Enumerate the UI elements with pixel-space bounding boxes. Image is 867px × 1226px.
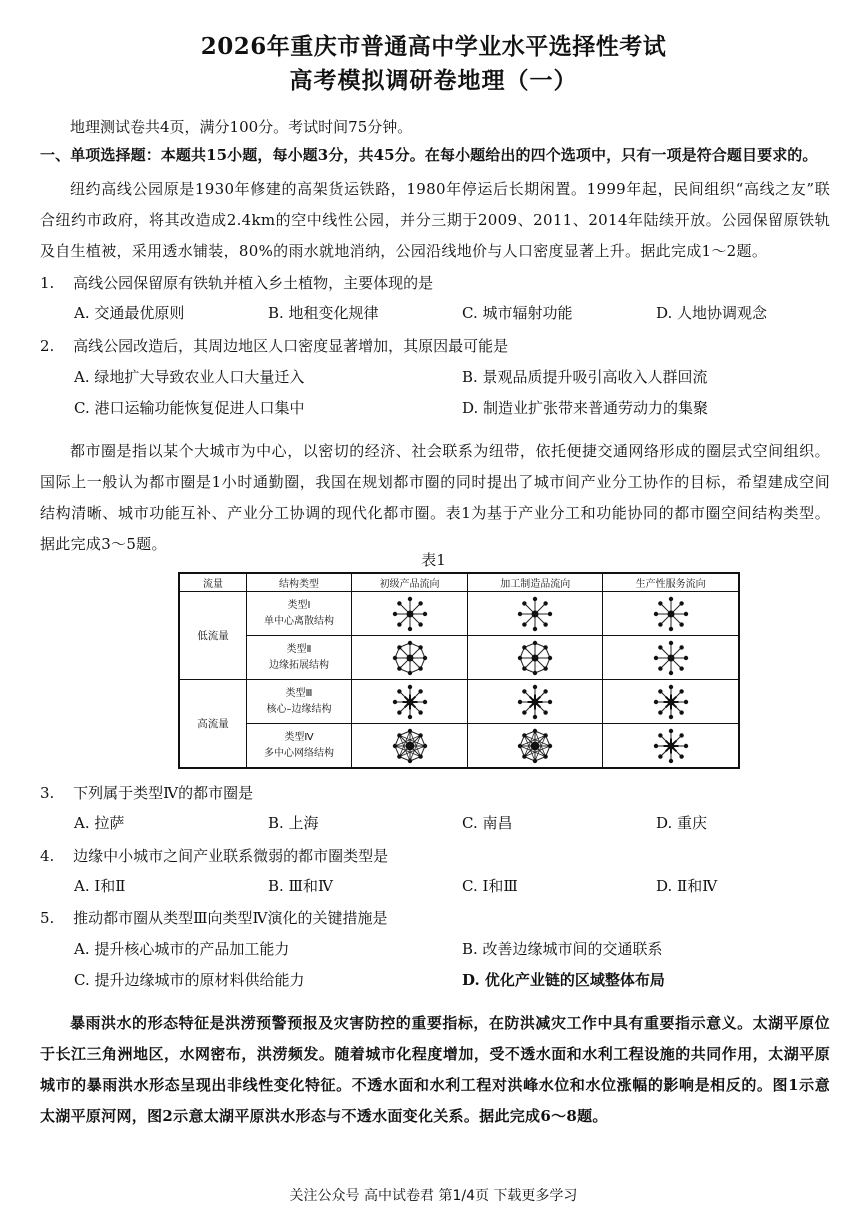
option-3d[interactable]: D. 重庆 — [656, 814, 708, 832]
exam-intro: 地理测试卷共4页，满分100分。考试时间75分钟。 — [70, 118, 413, 136]
type-desc: 单中心离散结构 — [264, 615, 334, 627]
passage-metropolitan: 都市圈是指以某个大城市为中心，以密切的经济、社会联系为纽带，依托便捷交通网络形成的圈层式空间组织。国际上一般认为都市圈是1小时通勤圈，我国在规划都市圈的同时提出了城市间产业分工协作的目标，希望建成空间结构清晰、城市功能互补、产业分工协调的现代化都市圈。表1为基于产业分工和功能协同的都市圈空间结构类型。据此完成3～5题。 — [40, 442, 830, 553]
flow-high: 高流量 — [179, 680, 247, 769]
question-number: 3. — [40, 784, 55, 802]
question-number: 5. — [40, 909, 55, 927]
header-structure: 结构类型 — [247, 573, 352, 592]
question-stem: 高线公园保留原有铁轨并植入乡土植物，主要体现的是 — [73, 274, 434, 292]
passage-flood: 暴雨洪水的形态特征是洪涝预警预报及灾害防控的重要指标，在防洪减灾工作中具有重要指示意义。太湖平原位于长江三角洲地区，水网密布，洪涝频发。随着城市化程度增加，受不透水面和水利工程设施的共同作用，太湖平原城市的暴雨洪水形态呈现出非线性变化特征。不透水面和水利工程对洪峰水位和水位涨幅的影响是相反的。图1示意太湖平原河网，图2示意太湖平原洪水形态与不透水面变化关系。据此完成6～8题。 — [40, 1014, 830, 1125]
option-1b[interactable]: B. 地租变化规律 — [268, 304, 379, 322]
option-4a[interactable]: A. Ⅰ和Ⅱ — [74, 877, 126, 895]
table-header-row — [179, 573, 739, 592]
option-2d[interactable]: D. 制造业扩张带来普通劳动力的集聚 — [462, 399, 709, 417]
type-label: 类型Ⅰ — [287, 599, 311, 611]
passage-highline: 纽约高线公园原是1930年修建的高架货运铁路，1980年停运后长期闲置。1999年起，民间组织“高线之友”联合纽约市政府，将其改造成2.4km的空中线性公园，并分三期于2009、2011、2014年陆续开放。公园保留原铁轨及自生植被，采用透水铺装，80%的雨水就地消纳，公园沿线地价与人口密度显著上升。据此完成1～2题。 — [40, 180, 830, 260]
structure-type-4 — [247, 724, 352, 769]
network-diagram-3-primary — [385, 682, 435, 722]
option-5a[interactable]: A. 提升核心城市的产品加工能力 — [74, 940, 290, 958]
question-3 — [40, 783, 253, 803]
structure-type-3 — [247, 680, 352, 724]
metro-structure-table — [178, 572, 740, 769]
network-diagram-4-manufactured — [510, 726, 560, 766]
question-stem: 推动都市圈从类型Ⅲ向类型Ⅳ演化的关键措施是 — [73, 909, 388, 927]
option-2b[interactable]: B. 景观品质提升吸引高收入人群回流 — [462, 368, 708, 386]
table-row — [179, 724, 739, 769]
header-primary: 初级产品流向 — [352, 573, 468, 592]
question-stem: 高线公园改造后，其周边地区人口密度显著增加，其原因最可能是 — [73, 337, 509, 355]
question-stem: 边缘中小城市之间产业联系微弱的都市圈类型是 — [73, 847, 389, 865]
flow-low: 低流量 — [179, 592, 247, 680]
network-diagram-1-primary — [385, 594, 435, 634]
question-number: 2. — [40, 337, 55, 355]
network-diagram-4-primary — [385, 726, 435, 766]
header-manufactured: 加工制造品流向 — [468, 573, 603, 592]
table-row — [179, 592, 739, 636]
network-diagram-1-manufactured — [510, 594, 560, 634]
network-diagram-1-service — [646, 594, 696, 634]
option-5d[interactable]: D. 优化产业链的区域整体布局 — [462, 971, 665, 989]
section-heading: 一、单项选择题：本题共15小题，每小题3分，共45分。在每小题给出的四个选项中，只有一项是符合题目要求的。 — [40, 146, 818, 164]
table-caption: 表1 — [421, 551, 446, 569]
question-2 — [40, 336, 508, 356]
option-1a[interactable]: A. 交通最优原则 — [74, 304, 185, 322]
network-diagram-4-service — [646, 726, 696, 766]
question-number: 1. — [40, 274, 55, 292]
table-row — [179, 680, 739, 724]
option-3a[interactable]: A. 拉萨 — [74, 814, 125, 832]
header-flow: 流量 — [179, 573, 247, 592]
type-label: 类型Ⅲ — [285, 687, 313, 699]
structure-type-2 — [247, 636, 352, 680]
option-1d[interactable]: D. 人地协调观念 — [656, 304, 768, 322]
type-label: 类型Ⅱ — [286, 643, 312, 655]
question-4 — [40, 846, 388, 866]
exam-subtitle: 高考模拟调研卷地理（一） — [289, 67, 578, 94]
question-5 — [40, 908, 388, 928]
table-row — [179, 636, 739, 680]
option-2a[interactable]: A. 绿地扩大导致农业人口大量迁入 — [74, 368, 305, 386]
network-diagram-2-manufactured — [510, 638, 560, 678]
question-1 — [40, 273, 433, 293]
option-4d[interactable]: D. Ⅱ和Ⅳ — [656, 877, 718, 895]
type-desc: 核心–边缘结构 — [266, 703, 332, 715]
option-3b[interactable]: B. 上海 — [268, 814, 319, 832]
option-5b[interactable]: B. 改善边缘城市间的交通联系 — [462, 940, 663, 958]
type-desc: 多中心网络结构 — [264, 747, 334, 759]
question-number: 4. — [40, 847, 55, 865]
structure-type-1 — [247, 592, 352, 636]
type-label: 类型Ⅳ — [284, 731, 314, 743]
option-4b[interactable]: B. Ⅲ和Ⅳ — [268, 877, 334, 895]
option-2c[interactable]: C. 港口运输功能恢复促进人口集中 — [74, 399, 305, 417]
option-5c[interactable]: C. 提升边缘城市的原材料供给能力 — [74, 971, 305, 989]
network-diagram-3-service — [646, 682, 696, 722]
option-1c[interactable]: C. 城市辐射功能 — [462, 304, 573, 322]
exam-title: 2026年重庆市普通高中学业水平选择性考试 — [200, 33, 667, 60]
network-diagram-2-service — [646, 638, 696, 678]
type-desc: 边缘拓展结构 — [269, 659, 329, 671]
page-footer: 关注公众号 高中试卷君 第1/4页 下载更多学习 — [289, 1188, 578, 1204]
network-diagram-3-manufactured — [510, 682, 560, 722]
option-3c[interactable]: C. 南昌 — [462, 814, 513, 832]
header-service: 生产性服务流向 — [603, 573, 739, 592]
option-4c[interactable]: C. Ⅰ和Ⅲ — [462, 877, 518, 895]
network-diagram-2-primary — [385, 638, 435, 678]
question-stem: 下列属于类型Ⅳ的都市圈是 — [73, 784, 254, 802]
